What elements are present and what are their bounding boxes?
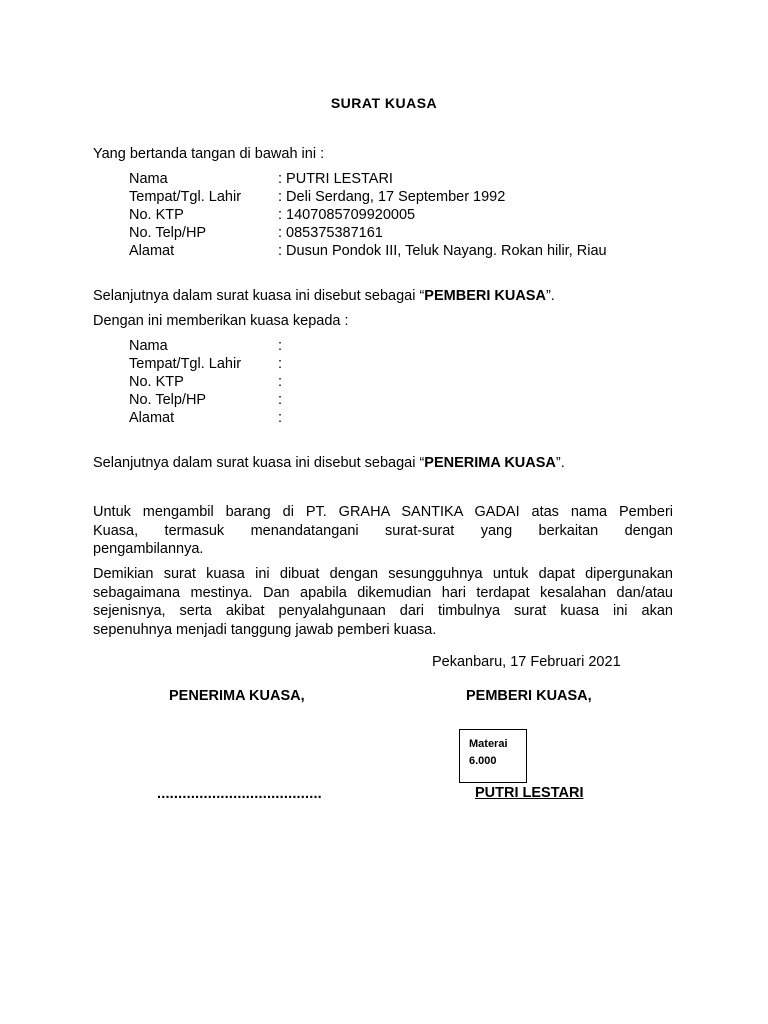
- reference-term: PENERIMA KUASA: [424, 455, 556, 471]
- field-label: Nama: [129, 338, 168, 354]
- transfer-intro: Dengan ini memberikan kuasa kepada :: [93, 313, 349, 329]
- closing-paragraph: [93, 565, 673, 639]
- field-label: No. KTP: [129, 374, 184, 390]
- field-value: :: [278, 410, 283, 426]
- receiver-name-placeholder: .......................................: [157, 786, 322, 802]
- reference-suffix: ”.: [545, 288, 555, 304]
- paragraph-line: Demikian surat kuasa ini dibuat dengan sesungguhnya untuk dapat dipergunakan: [93, 566, 673, 582]
- reference-prefix: Selanjutnya dalam surat kuasa ini disebut sebagai “: [93, 455, 425, 471]
- purpose-paragraph: [93, 503, 673, 559]
- paragraph-line: Untuk mengambil barang di PT. GRAHA SANTIKA GADAI atas nama Pemberi: [93, 504, 673, 520]
- reference-prefix: Selanjutnya dalam surat kuasa ini disebut sebagai “: [93, 288, 425, 304]
- field-label: No. Telp/HP: [129, 392, 207, 408]
- paragraph-line: sepenuhnya menjadi tanggung jawab pemberi kuasa.: [93, 621, 437, 638]
- receiver-reference: [93, 454, 565, 472]
- stamp-label: Materai: [469, 738, 508, 750]
- field-value: : 1407085709920005: [278, 207, 416, 223]
- field-value: : Deli Serdang, 17 September 1992: [278, 189, 506, 205]
- paragraph-line: pengambilannya.: [93, 541, 204, 557]
- field-value: :: [278, 392, 283, 408]
- reference-suffix: ”.: [555, 455, 565, 471]
- document-title: SURAT KUASA: [330, 95, 438, 111]
- intro-text: Yang bertanda tangan di bawah ini :: [93, 146, 325, 162]
- field-label: No. Telp/HP: [129, 225, 207, 241]
- field-label: Alamat: [129, 243, 175, 259]
- field-value: :: [278, 356, 283, 372]
- paragraph-line: sejenisnya, serta akibat penyalahgunaan dari timbulnya surat kuasa ini akan: [93, 603, 673, 619]
- reference-term: PEMBERI KUASA: [424, 288, 546, 304]
- field-label: Nama: [129, 171, 168, 187]
- receiver-signature-heading: PENERIMA KUASA,: [169, 688, 305, 704]
- field-label: Alamat: [129, 410, 175, 426]
- field-label: No. KTP: [129, 207, 184, 223]
- giver-signer-name: PUTRI LESTARI: [475, 785, 584, 801]
- paragraph-line: Kuasa, termasuk menandatangani surat-surat yang berkaitan dengan: [93, 522, 673, 539]
- field-value: :: [278, 338, 283, 354]
- field-value: : Dusun Pondok III, Teluk Nayang. Rokan hilir, Riau: [278, 243, 607, 259]
- field-value: : PUTRI LESTARI: [278, 171, 393, 187]
- paragraph-line: sebagaimana mestinya. Dan apabila dikemudian hari terdapat kesalahan dan/atau: [93, 584, 673, 601]
- stamp-value: 6.000: [469, 755, 497, 767]
- field-value: :: [278, 374, 283, 390]
- place-date: Pekanbaru, 17 Februari 2021: [432, 654, 621, 670]
- giver-signature-heading: PEMBERI KUASA,: [466, 688, 592, 704]
- stamp-duty-box: [459, 729, 527, 783]
- field-label: Tempat/Tgl. Lahir: [129, 356, 242, 372]
- field-value: : 085375387161: [278, 225, 383, 241]
- field-label: Tempat/Tgl. Lahir: [129, 189, 242, 205]
- giver-reference: [93, 287, 555, 305]
